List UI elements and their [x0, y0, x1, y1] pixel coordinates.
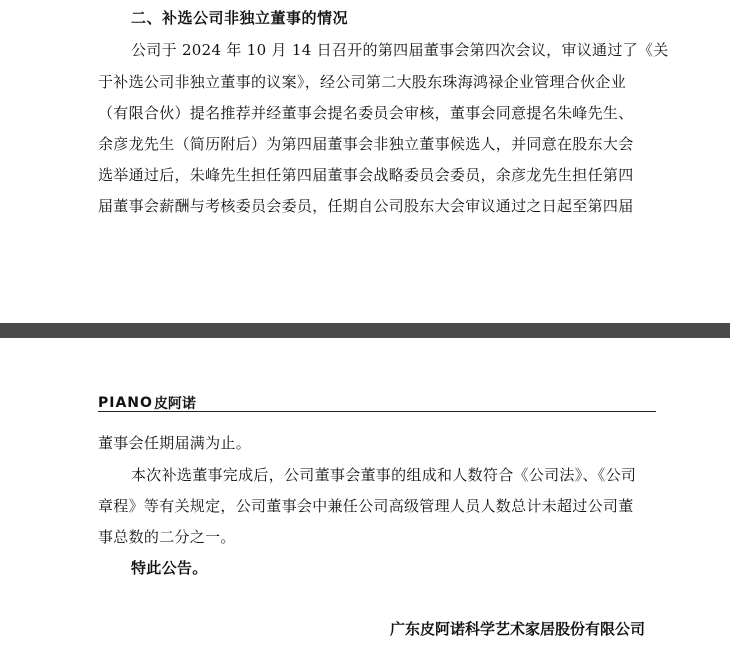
page-separator — [0, 323, 730, 338]
logo-latin-text: PIANO — [98, 395, 153, 411]
paragraph-line: 选举通过后，朱峰先生担任第四届董事会战略委员会委员，余彦龙先生担任第四 — [98, 166, 634, 184]
document-page-1 — [0, 0, 730, 323]
header-rule — [98, 411, 656, 412]
document-page-2 — [0, 338, 730, 647]
paragraph-line: 于补选公司非独立董事的议案》，经公司第二大股东珠海鸿禄企业管理合伙企业 — [98, 73, 627, 91]
company-signature: 广东皮阿诺科学艺术家居股份有限公司 — [390, 620, 646, 638]
closing-statement: 特此公告。 — [131, 559, 208, 577]
paragraph-line: 公司于 2024 年 10 月 14 日召开的第四届董事会第四次会议，审议通过了《关 — [131, 41, 669, 59]
company-logo — [98, 395, 196, 411]
section-heading: 二、补选公司非独立董事的情况 — [131, 9, 349, 27]
paragraph-line: 事总数的二分之一。 — [98, 528, 236, 546]
paragraph-line: （有限合伙）提名推荐并经董事会提名委员会审核，董事会同意提名朱峰先生、 — [98, 104, 634, 122]
paragraph-line: 余彦龙先生（简历附后）为第四届董事会非独立董事候选人，并同意在股东大会 — [98, 135, 634, 153]
paragraph-line: 董事会任期届满为止。 — [98, 434, 252, 452]
paragraph-line: 章程》等有关规定，公司董事会中兼任公司高级管理人员人数总计未超过公司董 — [98, 497, 634, 515]
paragraph-line: 届董事会薪酬与考核委员会委员，任期自公司股东大会审议通过之日起至第四届 — [98, 197, 634, 215]
logo-cjk-text: 皮阿诺 — [153, 396, 196, 412]
paragraph-line: 本次补选董事完成后，公司董事会董事的组成和人数符合《公司法》、《公司 — [131, 466, 637, 484]
